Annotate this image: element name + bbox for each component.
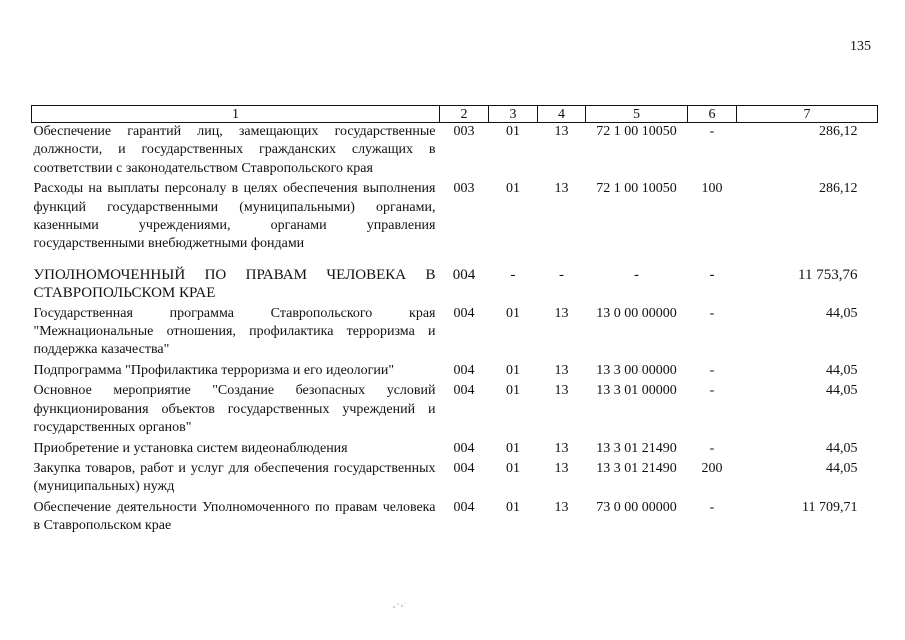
table-body xyxy=(32,123,878,538)
section-row xyxy=(32,256,878,305)
row-col-6: - xyxy=(709,266,715,283)
header-col-6: 6 xyxy=(688,106,737,123)
row-col-5: 13 3 01 21490 xyxy=(596,440,677,456)
header-col-1: 1 xyxy=(32,106,440,123)
row-col-6: 200 xyxy=(701,460,723,476)
row-col-5: 72 1 00 10050 xyxy=(596,124,677,139)
row-col-6: - xyxy=(709,362,715,378)
budget-table xyxy=(31,105,878,538)
row-col-7: 44,05 xyxy=(826,440,858,456)
row-col-3: 01 xyxy=(506,362,520,378)
header-col-2: 2 xyxy=(440,106,489,123)
table-header-row xyxy=(32,106,878,123)
row-col-2: 004 xyxy=(453,460,475,476)
row-col-4: 13 xyxy=(554,362,569,378)
row-col-4: 13 xyxy=(554,181,569,197)
row-col-5: 13 0 00 00000 xyxy=(596,305,677,321)
row-col-7: 286,12 xyxy=(819,181,858,197)
row-col-3: 01 xyxy=(506,124,520,139)
row-col-2: 003 xyxy=(453,124,475,139)
header-col-3: 3 xyxy=(489,106,538,123)
row-col-5: 13 3 00 00000 xyxy=(596,362,677,378)
table-row xyxy=(32,460,878,499)
row-col-3: 01 xyxy=(506,460,520,476)
row-col-5: - xyxy=(634,266,639,283)
row-col-4: 13 xyxy=(554,305,569,321)
row-col-5: 73 0 00 00000 xyxy=(596,499,677,515)
row-col-6: - xyxy=(709,499,715,515)
scan-speck xyxy=(391,601,409,609)
row-col-2: 004 xyxy=(452,266,476,283)
row-col-4: 13 xyxy=(554,460,569,476)
row-col-2: 004 xyxy=(453,440,475,456)
row-col-7: 44,05 xyxy=(826,383,858,399)
row-name: Подпрограмма "Профилактика терроризма и его идеологии" xyxy=(33,362,395,378)
row-col-7: 11 709,71 xyxy=(802,499,858,515)
table-row xyxy=(32,362,878,382)
row-col-2: 004 xyxy=(453,362,475,378)
row-name: Государственная программа Ставропольского края "Межнациональные отношения, профилактика терроризма и поддержка казачества" xyxy=(33,305,436,358)
row-col-4: - xyxy=(559,266,564,283)
row-name: Основное мероприятие "Создание безопасных условий функционирования объектов государственных учреждений и государственных органов" xyxy=(33,383,436,436)
header-col-4: 4 xyxy=(538,106,586,123)
table-row xyxy=(32,180,878,256)
row-col-3: 01 xyxy=(506,499,520,515)
row-col-2: 004 xyxy=(453,383,475,399)
row-col-7: 11 753,76 xyxy=(798,266,858,283)
table-row xyxy=(32,440,878,460)
row-col-3: 01 xyxy=(506,305,520,321)
table-row xyxy=(32,499,878,538)
row-name: Обеспечение гарантий лиц, замещающих государственные должности, и государственных гражданских служащих в соответствии с законодательством Ставропольского края xyxy=(33,124,436,176)
row-name: Расходы на выплаты персоналу в целях обеспечения выполнения функций государственными (муниципальными) органами, казенными учреждениями, органами управления государственными внебюджетными фондами xyxy=(33,181,436,252)
row-col-7: 44,05 xyxy=(826,362,858,378)
row-col-2: 004 xyxy=(453,499,475,515)
row-col-6: - xyxy=(709,383,715,399)
row-col-5: 13 3 01 21490 xyxy=(596,460,677,476)
row-name: Закупка товаров, работ и услуг для обеспечения государственных (муниципальных) нужд xyxy=(33,460,436,495)
row-col-6: - xyxy=(709,440,715,456)
row-col-5: 13 3 01 00000 xyxy=(596,383,677,399)
row-col-7: 286,12 xyxy=(819,124,858,139)
row-col-7: 44,05 xyxy=(826,305,858,321)
page-number: 135 xyxy=(850,39,871,54)
row-name: Приобретение и установка систем видеонаблюдения xyxy=(33,440,348,456)
row-col-6: - xyxy=(709,305,715,321)
row-col-3: - xyxy=(510,266,516,283)
row-col-3: 01 xyxy=(506,440,520,456)
header-col-5: 5 xyxy=(586,106,688,123)
row-col-4: 13 xyxy=(554,383,569,399)
row-col-5: 72 1 00 10050 xyxy=(596,181,677,197)
table-row xyxy=(32,123,878,181)
row-col-4: 13 xyxy=(554,124,569,139)
row-col-4: 13 xyxy=(554,499,569,515)
row-col-6: 100 xyxy=(701,181,723,197)
row-col-7: 44,05 xyxy=(826,460,858,476)
row-col-3: 01 xyxy=(506,383,520,399)
row-col-4: 13 xyxy=(554,440,569,456)
header-col-7: 7 xyxy=(737,106,878,123)
row-name: Обеспечение деятельности Уполномоченного по правам человека в Ставропольском крае xyxy=(33,499,436,534)
row-col-2: 003 xyxy=(453,181,475,197)
row-name: УПОЛНОМОЧЕННЫЙ ПО ПРАВАМ ЧЕЛОВЕКА В СТАВРОПОЛЬСКОМ КРАЕ xyxy=(33,266,436,302)
row-col-3: 01 xyxy=(506,181,520,197)
row-col-2: 004 xyxy=(453,305,475,321)
table-row xyxy=(32,305,878,362)
row-col-6: - xyxy=(709,124,715,139)
table-row xyxy=(32,382,878,439)
